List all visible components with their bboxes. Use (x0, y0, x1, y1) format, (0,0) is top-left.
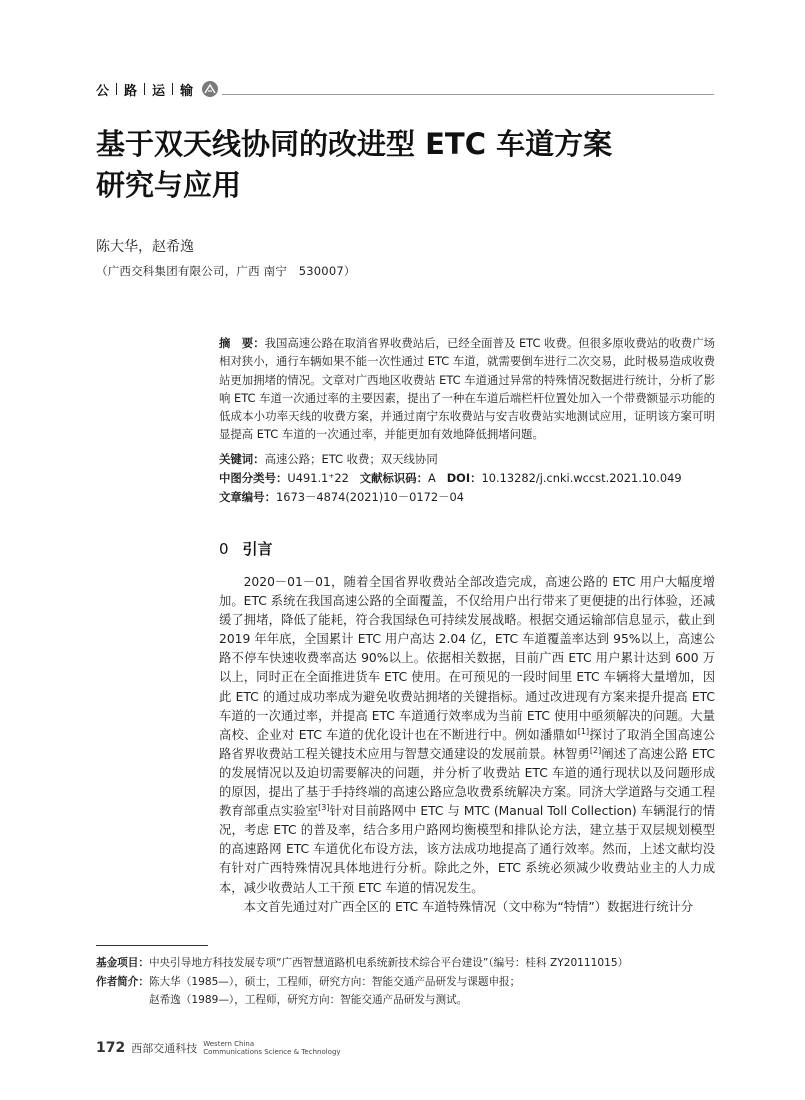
clc-code: U491.1⁺22 (287, 471, 349, 485)
journal-en-line: Western China (203, 1040, 255, 1048)
citation: [1] (577, 726, 590, 736)
section-tag-separator (116, 83, 117, 95)
paragraph: 本文首先通过对广西全区的 ETC 车道特殊情况（文中称为“特情”）数据进行统计分 (243, 899, 694, 914)
fund-text: 中央引导地方科技发展专项“广西智慧道路机电系统新技术综合平台建设”（编号：桂科 ZY20111015） (148, 957, 629, 969)
citation: [2] (589, 745, 602, 755)
section-tag (96, 80, 219, 98)
paragraph-text: 2020－01－01，随着全国省界收费站全部改造完成，高速公路的 ETC 用户大幅度增加。ETC 系统在我国高速公路的全面覆盖，不仅给用户出行带来了更便捷的出行体验，还减缓了拥堵，降低了能耗，符合我国绿色可持续发展战略。根据交通运输部信息显示，截止到 2019 年年底，全国累计 ETC 用户高达 2.04 亿，ETC 车道覆盖率达到 95%以上，高速公路不停车快速收费率高达 90%以上。依据相关数据，目前广西 ETC 用户累计达到 600 万以上，同时正在全面推进货车 ETC 使用。在可预见的一段时间里 ETC 车辆将大量增加，因此 ETC 的通过成功率成为避免收费站拥堵的关键指标。通过改进现有方案来提升提高 ETC 车道的一次通过率，并提高 ETC 车道通行效率成为当前 ETC 使用中亟须解决的问题。大量高校、企业对 ETC 车道的优化设计也在不断进行中。例如潘鼎如 (219, 575, 715, 742)
section-heading (219, 538, 273, 559)
doc-code-label: 文献标识码： (359, 471, 429, 485)
paragraph (219, 573, 715, 898)
journal-name-en (203, 1040, 340, 1056)
doi-label: DOI： (446, 471, 482, 485)
journal-name: 西部交通科技 (131, 1042, 198, 1055)
authors: 陈大华，赵希逸 (96, 239, 194, 255)
article-title (96, 124, 716, 206)
footnotes (96, 954, 716, 1010)
abstract-text: 我国高速公路在取消省界收费站后，已经全面普及 ETC 收费。但很多原收费站的收费广场相对狭小，通行车辆如果不能一次性通过 ETC 车道，就需要倒车进行二次交易，此时极易造成收费站更加拥堵的情况。文章对广西地区收费站 ETC 车道通过异常的特殊情况数据进行统计，分析了影响 ETC 车道一次通过率的主要因素，提出了一种在车道后端栏杆位置处加入一个带费额显示功能的低成本小功率天线的收费方案，并通过南宁东收费站与安吉收费站实地测试应用，证明该方案可明显提高 ETC 车道的一次通过率，并能更加有效地降低拥堵问题。 (219, 336, 715, 442)
clc-label: 中图分类号： (219, 471, 288, 485)
bio-text: 陈大华（1985—），硕士，工程师，研究方向：智能交通产品研发与课题申报； (148, 975, 521, 988)
paragraph-text: 阐述了高速公路 ETC 的发展情况以及迫切需要解决的问题，并分析了收费站 ETC 车道的通行现状以及问题形成的原因，提出了基于手持终端的高速公路应急收费系统解决方案。同济大学道路与交通工程教育部重点实验室 (219, 746, 715, 819)
article-number-text: 1673－4874(2021)10－0172－04 (275, 490, 464, 504)
abstract-label: 摘 要： (219, 336, 265, 350)
section-tag-separator (144, 83, 145, 95)
fund-label: 基金项目： (96, 957, 149, 969)
keywords-text: 高速公路；ETC 收费；双天线协同 (264, 452, 438, 466)
keywords (219, 451, 438, 467)
article-number-label: 文章编号： (219, 490, 276, 504)
doc-code: A (428, 471, 436, 485)
page-number: 172 (96, 1040, 126, 1056)
footnote-rule (96, 945, 208, 946)
bio-label: 作者简介： (96, 975, 149, 988)
paragraph-text: 针对目前路网中 ETC 与 MTC (Manual Toll Collection) 车辆混行的情况，考虑 ETC 的普及率，结合多用户路网均衡模型和排队论方法，建立基于双层规划模型的高速路网 ETC 车道优化布设方法，该方法成功地提高了通行效率。然而，上述文献均没有针对广西特殊情况具体地进行分析。除此之外，ETC 系统必须减少收费站业主的人力成本，减少收费站人工干预 ETC 车道的情况发生。 (219, 804, 715, 895)
journal-en-line: Communications Science & Technology (203, 1048, 341, 1056)
road-logo-icon (201, 80, 219, 98)
section-tag-char: 输 (180, 83, 194, 99)
section-tag-char: 运 (152, 83, 166, 99)
section-tag-char: 公 (96, 83, 110, 99)
header-rule (222, 94, 714, 95)
title-line-1: 基于双天线协同的改进型 ETC 车道方案 (96, 127, 613, 161)
author-bio (96, 973, 716, 992)
doi: 10.13282/j.cnki.wccst.2021.10.049 (481, 471, 682, 485)
body-text (219, 573, 715, 917)
section-tag-char: 路 (124, 83, 138, 99)
fund-note (96, 954, 716, 973)
article-number (219, 489, 464, 505)
paragraph-text: 探讨了取消全国高速公路省界收费站工程关键技术应用与智慧交通建设的发展前景。林智勇 (219, 727, 715, 761)
affiliation: （广西交科集团有限公司，广西 南宁 530007） (96, 264, 356, 278)
keywords-label: 关键词： (219, 452, 265, 466)
classification-line (219, 470, 682, 486)
section-tag-separator (172, 83, 173, 95)
abstract (219, 334, 715, 444)
section-title: 引言 (242, 540, 273, 558)
page-footer (96, 1040, 341, 1056)
author-bio-2: 赵希逸（1989—），工程师，研究方向：智能交通产品研发与测试。 (149, 994, 468, 1007)
section-number: 0 (219, 540, 229, 558)
citation: [3] (318, 803, 330, 813)
title-line-2: 研究与应用 (96, 168, 242, 202)
